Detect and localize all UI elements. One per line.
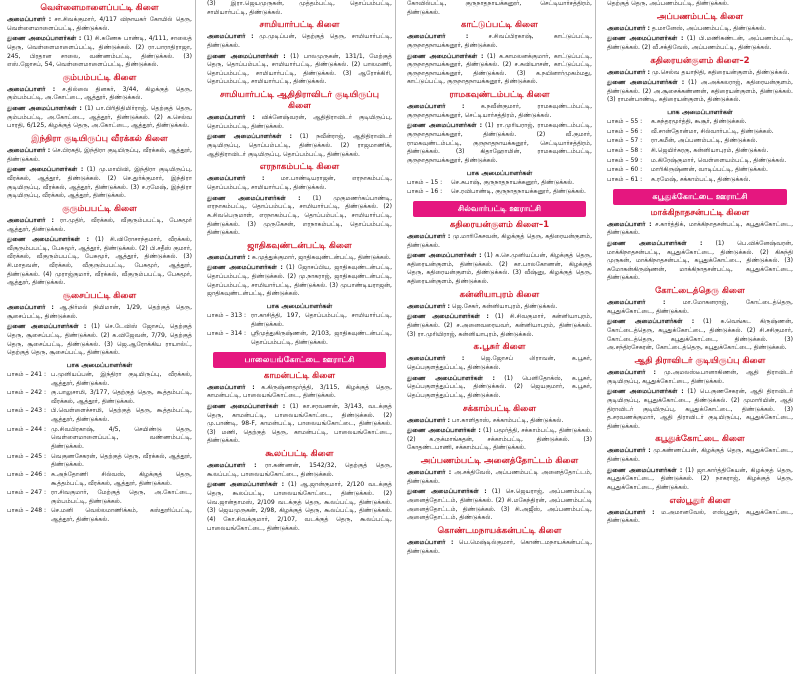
secretary-text: மு.அமலஸ்டீபானாகிணன், ஆதி திராவிடர் குடியிருப்பு, கபூதுக்கோட்டை, திண்டுக்கல். [607, 368, 794, 385]
secretary-text: செ.பிரகதி, இந்திரா குடியிருப்பு, வீரக்கல், ஆத்தூர், திண்டுக்கல். [7, 147, 192, 163]
secretary-label: அமைப்பாளர் : [407, 469, 452, 477]
panchayat-banner: பாலையங்கோட்டை ஊராட்சி [213, 352, 386, 368]
branch-title: மாக்கிநாதசன்பட்டி கிளை [650, 207, 750, 218]
booth-heading: பாக அமைப்பாளர்கள் [266, 302, 333, 311]
joint-secretaries-entry [7, 166, 192, 201]
secretary-text: பெ.மெஷ்டில்குமார், கொண்டமநாயக்கன்பட்டி, திண்டுக்கல். [407, 538, 593, 555]
joint-text: (1) அ.அக்கலராஜ், கதிரையன்குளம், திண்டுக்கல். (2) அ.சூசைக்கண்ணன், கதிரையன்குளம், திண்டுக்கல். (3) ராமன்பாண்டி, கதிரையன்குளம், திண்டுக்கல். [607, 79, 793, 104]
booth-person: வீ.சான்தோன்மா, சில்வார்பட்டி, திண்டுக்கல். [651, 127, 774, 135]
booth-person: ஸ்ரீமுத்துகிருஷ்ணன், 2/103, ஜாதிகவுண்டன்பட்டி, தொப்பம்பட்டி, திண்டுக்கல். [251, 330, 392, 346]
joint-label: துணை அமைப்பாளர்கள் : [607, 35, 684, 43]
booth-number: பாகம் – 61 : [607, 175, 643, 183]
booth-list [607, 118, 793, 184]
joint-label: துணை அமைப்பாளர்கள் : [7, 236, 89, 244]
booth-row [7, 426, 192, 452]
joint-secretaries-entry [7, 236, 192, 288]
booth-number: பாகம் – 241 : [7, 370, 47, 378]
booth-person: ம.கிரேஷ்குமார், வெள்ளையம்பட்டி, திண்டுக்கல். [651, 156, 787, 164]
secretary-entry [207, 33, 392, 50]
secretary-label: அமைப்பாளர் : [407, 416, 450, 424]
joint-label: துணை அமைப்பாளர்கள் : [607, 79, 685, 87]
branch-title: காட்டுப்பட்டி கிளை [461, 20, 538, 31]
secretary-text: அ.சக்திவேல், அப்பணம்பட்டி அனைத்தோட்டம், திண்டுக்கல். [407, 469, 592, 485]
secretary-text: த.மானேஸ், அப்பணம்பட்டி, திண்டுக்கல். [651, 24, 767, 32]
joint-text: (1) க.காமலனக்குமார், காட்டுப்பட்டி, குருநாதநாயக்கனூர், திண்டுக்கல். (2) ச.சுவியாசன், காட்டுப்பட்டி, குருநாதநாயக்கனூர், திண்டுக்கல். (3) க.நயினார்முகம்மது, காட்டுப்பட்டி, குருநாதநாயக்கனூர், திண்டுக்கல். [407, 52, 592, 86]
booth-row [607, 176, 793, 185]
booth-person: ரா.காசித்தி, 197, தொப்பம்பட்டி, சாமியார்பட்டி, திண்டுக்கல். [251, 312, 392, 328]
joint-label: துணை அமைப்பாளர்கள் : [7, 323, 87, 331]
secretary-entry [207, 384, 392, 401]
secretary-entry [7, 304, 192, 321]
continued-text: (3) இரா.ஜெயமுருகன், முத்தம்பட்டி, தொப்பம்பட்டி, சாமியார்பட்டி, திண்டுக்கல். [207, 0, 392, 16]
continued-text: தெற்குத் தெரு, அப்பணம்பட்டி, திண்டுக்கல். [607, 0, 729, 7]
joint-label: துணை அமைப்பாளர்கள் : [7, 105, 82, 113]
secretary-text: ரா.கண்ணன், 1542/32, தெற்குத் தெரு, கூலப்பட்டி, பாலையங்கோட்டை, திண்டுக்கல். [207, 462, 393, 478]
joint-secretaries-entry [607, 467, 793, 493]
joint-text: (1) பாலமுருகன், 131/1, மேற்குத் தெரு, தொப்பம்பட்டி, சாமியார்பட்டி, திண்டுக்கல். (2) பாலமணி, தொப்பம்பட்டி, சாமியார்பட்டி, திண்டுக்கல். (3) ஆரோக்கிரி, தொப்பம்பட்டி, சாமியார்பட்டி, திண்டுக்கல். [207, 52, 392, 86]
booth-number: பாகம் – 248 : [7, 507, 47, 515]
joint-secretaries-entry [407, 313, 592, 339]
secretary-label: அமைப்பாளர் : [407, 538, 454, 546]
booth-number: பாகம் – 57 : [607, 137, 643, 145]
booth-number: பாகம் – 56 : [607, 127, 643, 135]
booth-person: மு.சிவபிரகாஷ், 4/5, செயிண்டு தெரு, வெள்ளைமாளைப்பட்டி, வண்ணம்பட்டி, திண்டுக்கல். [51, 425, 192, 450]
secretary-text: பா.காளிதாஸ், சக்காம்பட்டி, திண்டுக்கல். [451, 416, 564, 424]
secretary-label: அமைப்பாளர் : [607, 68, 650, 76]
secretary-label: அமைப்பாளர் : [407, 103, 465, 111]
joint-secretaries-entry [407, 252, 592, 287]
booth-list [207, 312, 392, 348]
secretary-label: அமைப்பாளர் : [207, 462, 257, 470]
secretary-label: அமைப்பாளர் : [207, 383, 255, 391]
secretary-text: மு.முடிப்பன், தெற்குத் தெரு, சாமியார்பட்டி, திண்டுக்கல். [207, 33, 393, 49]
joint-text: (1) ஆ.ஜான்குமார், 2/120 வடக்குத் தெரு, கூலப்பட்டி, பாலையங்கோட்டை, திண்டுக்கல். (2) வெ.ஜான்தாமஸ், 2/109 வடக்குத் தெரு, கூலப்பட்டி, திண்டுக்கல். (3) ஜெயமுருகன், 2/98, கிழக்குத் தெரு, கூலப்பட்டி, திண்டுக்கல். (4) கோ.சிவக்குமார், 2/107, வடக்குத் தெரு, கூலப்பட்டி, பாலையங்கோட்டை, திண்டுக்கல். [207, 481, 393, 532]
booth-person: ரா.சிவகுமார், மேற்குத் தெரு, அ.கோட்டை, கும்பம்பட்டி, திண்டுக்கல். [51, 489, 192, 505]
joint-label: துணை அமைப்பாளர்கள் : [407, 374, 495, 382]
booth-row [207, 330, 392, 347]
secretary-label: அமைப்பாளர் : [607, 368, 656, 376]
booth-person: வெகுணசேகரன், தெற்குத் தெரு, வீரக்கல், ஆத்தூர், திண்டுக்கல். [51, 452, 192, 469]
joint-secretaries-entry [607, 318, 793, 353]
joint-secretaries-entry [607, 79, 793, 105]
secretary-entry [607, 369, 793, 386]
secretary-entry [7, 16, 192, 33]
booth-row [7, 389, 192, 406]
column-2 [204, 0, 396, 674]
secretary-text: மு.மாரிகேசவன், கிழக்குத் தெரு, கதிரையன்குளம், திண்டுக்கல். [407, 232, 593, 249]
booth-heading: பாக அமைப்பாளர்கள் [466, 168, 533, 177]
secretary-label: அமைப்பாளர் : [7, 147, 51, 155]
joint-label: துணை அமைப்பாளர்கள் : [607, 318, 695, 326]
secretary-entry [407, 233, 592, 250]
secretary-text: விக்னேஷ்வரன், ஆதிதிராவிடர் குடியிருப்பு, தொப்பம்பட்டி, திண்டுக்கல். [207, 114, 393, 130]
joint-text: (1) கா.சரவணன், 3/143, வடக்குத் தெரு, காமன்பட்டி, பாலையங்கோட்டை, திண்டுக்கல். (2) மு.பாண்டி, 98-F, காமன்பட்டி, பாலையங்கோட்டை, திண்டுக்கல். (3) மணி, தெற்குத் தெரு, காமன்பட்டி, பாலையங்கோட்டை, திண்டுக்கல். [207, 402, 393, 445]
secretary-text: ச.தில்லை தினகர், 3/44, கிழக்குத் தெரு, கும்பம்பட்டி, அ.கோட்டை, ஆத்தூர், திண்டுக்கல். [7, 85, 193, 102]
branch-title: கதிரையன்குளம் கிளை–2 [650, 55, 750, 66]
secretary-entry [607, 299, 793, 316]
branch-title: ஆதி திராவிடர் குடியிருப்பு கிளை [634, 355, 766, 366]
joint-text: (1) சி.கணேசு பாண்டி, 4/111, சாலைத் தெரு, வெள்ளைமாளைப்பட்டி, திண்டுக்கல். (2) ரா.பாராதிராஜா, 245, பிரதான சாலை, வண்ணம்பட்டி, திண்டுக்கல். (3) எஸ்.ஜோசப், 54, வெள்ளைமாளைப்பட்டி, திண்டுக்கல். [7, 35, 193, 69]
booth-person: பி.வெள்ளைச்சாமி, தெற்குத் தெரு, கூத்தம்பட்டி, ஆத்தூர், திண்டுக்கல். [51, 407, 192, 424]
booth-row [607, 128, 793, 137]
booth-number: பாகம் – 55 : [607, 118, 643, 126]
booth-list [7, 371, 192, 525]
secretary-label: அமைப்பாளர் : [607, 220, 652, 228]
joint-secretaries-entry [207, 403, 392, 446]
secretary-text: ம.அமானவேல், எஸ்பூதுர், கபூதுக்கோட்டை, திண்டுக்கல். [607, 508, 794, 525]
panchayat-banner: கபூதுக்கோட்டை ஊராட்சி [613, 189, 787, 205]
secretary-label: அமைப்பாளர் : [607, 447, 651, 455]
joint-secretaries-entry [7, 323, 192, 358]
booth-heading: பாக அமைப்பாளர்கள் [66, 360, 133, 369]
secretary-text: க.கிருஷ்ணமூர்த்தி, 3/115, கிழக்குத் தெரு, காமன்பட்டி, பாலையங்கோட்டை, திண்டுக்கல். [207, 383, 393, 400]
joint-label: துணை அமைப்பாளர்கள் : [407, 52, 484, 60]
joint-text: (1) ஜோசப்பிய, ஜாதிகவுண்டன்பட்டி, தொப்பம்பட்டி, திண்டுக்கல். (2) மு.நாகராஜ், ஜாதிகவுண்டன்பட்டி, தொப்பம்பட்டி, சாமியார்பட்டி, திண்டுக்கல். (3) முபாண்டியராஜன், ஜாதிகவுண்டன்பட்டி, திண்டுக்கல். [207, 264, 393, 298]
booth-number: பாகம் – 58 : [607, 147, 643, 155]
branch-title: கபூதுக்கோட்டை கிளை [655, 434, 745, 445]
secretary-label: அமைப்பாளர் : [407, 33, 469, 41]
secretary-text: ச.சிவப்பிரகாஷ், காட்டுப்பட்டி, குருநாதநாயக்கனூர், திண்டுக்கல். [407, 33, 593, 49]
booth-row [407, 188, 592, 197]
secretary-entry [607, 509, 793, 526]
secretary-entry [207, 114, 392, 131]
booth-row [7, 471, 192, 488]
joint-secretaries-entry [207, 481, 392, 533]
booth-number: பாகம் – 242 : [7, 389, 47, 397]
secretary-text: சு.முத்துக்குமார், ஜாதிகவுண்டன்பட்டி, திண்டுக்கல். [251, 253, 391, 261]
column-4 [604, 0, 796, 674]
branch-title: சாமியார்பட்டி ஆதிதிராவிடர் குடியிருப்பு கிளை [219, 90, 380, 112]
secretary-entry [407, 469, 592, 486]
booth-person: சு.அந்தோணி சில்வஸ், கிழக்குத் தெரு, கூத்தம்பட்டி, வீரக்கல், ஆத்தூர், திண்டுக்கல். [51, 470, 192, 487]
secretary-entry [207, 254, 392, 263]
secretary-text: மா.பாண்டியராஜன், எரநாகம்பட்டி, தொப்பம்பட்டி, சாமியார்பட்டி, திண்டுக்கல். [207, 175, 393, 191]
booth-row [7, 507, 192, 524]
booth-number: பாகம் – 243 : [7, 407, 47, 415]
booth-person: சு.ரமேஷ், சக்காம்பட்டி, திண்டுக்கல். [651, 175, 751, 183]
joint-label: துணை அமைப்பாளர்கள் : [207, 194, 301, 202]
joint-label: துணை அமைப்பாளர்கள் : [7, 166, 84, 174]
joint-label: துணை அமைப்பாளர்கள் : [407, 252, 482, 260]
booth-number: பாகம் – 244 : [7, 425, 47, 433]
branch-title: கூலப்பட்டி கிளை [265, 449, 334, 460]
booth-row [607, 166, 793, 175]
secretary-entry [7, 147, 192, 164]
joint-text: (1) பெ.குணசேகரன், ஆதி திராவிடர் குடியிருப்பு, கபூதுக்கோட்டை, திண்டுக்கல். (2) முமாரியின், ஆதி திராவிடர் குடியிருப்பு, கபூதுக்கோட்டை, திண்டுக்கல். (3) த.சரவணக்குமார், ஆதி திராவிடர் குடியிருப்பு, கபூதுக்கோட்டை, திண்டுக்கல். [607, 388, 794, 430]
joint-label: துணை அமைப்பாளர்கள் : [207, 402, 286, 410]
column-1 [4, 0, 196, 674]
joint-secretaries-entry [207, 195, 392, 238]
joint-text: (1) மு.மாயிவி, இந்திரா குடியிருப்பு, வீரக்கல், ஆத்தூர், திண்டுக்கல். (2) செ.துர்க்குமார், இந்திரா குடியிருப்பு, வீரக்கல், ஆத்தூர், திண்டுக்கல். (3) ச.ரமேஷ், இந்திரா குடியிருப்பு, வீரக்கல், ஆத்தூர், திண்டுக்கல். [7, 166, 193, 200]
secretary-label: அமைப்பாளர் : [407, 355, 465, 363]
booth-number: பாகம் – 16 : [407, 188, 443, 196]
secretary-entry [407, 33, 592, 50]
joint-secretaries-entry [7, 105, 192, 131]
branch-title: கதிரையன்குளம் கிளை–1 [449, 219, 550, 230]
booth-row [207, 312, 392, 329]
joint-text: (1) ரா.முரியராஜ், ராமகவுண்டம்பட்டி, குருநாதநாயக்கனூர், திண்டுக்கல். (2) வீ.குமார், ராமகவுண்டம்பட்டி, குருநாதநாயக்கனூர், செட்டியார்சத்திரம், திண்டுக்கல். (3) கிதாஹோமின், ராமகவுண்டம்பட்டி, குருநாதநாயக்கனூர், திண்டுக்கல். [407, 122, 593, 164]
booth-number: பாகம் – 313 : [207, 312, 247, 320]
joint-text: (1) பெனிதோக்ஸ், க.பூசுர், தெப்பகுளத்துப்பட்டி, திண்டுக்கல். (2) ஜெயகுமார், க.பூசுர், தெப்பகுளத்துப்பட்டி, திண்டுக்கல். [407, 374, 592, 399]
booth-number: பாகம் – 59 : [607, 156, 643, 164]
booth-person: செ.ரவிபாண்டி, குருநாதநாயக்கனூர், திண்டுக்கல். [451, 188, 586, 196]
joint-label: துணை அமைப்பாளர்கள் : [207, 481, 285, 489]
branch-title: ராமகவுண்டம்பட்டி கிளை [449, 90, 550, 101]
joint-secretaries-entry [207, 264, 392, 299]
branch-title: வெள்ளைமாளைப்பட்டி கிளை [40, 3, 159, 13]
booth-number: பாகம் – 247 : [7, 489, 47, 497]
joint-label: துணை அமைப்பாளர்கள் : [607, 466, 683, 474]
booth-row [607, 137, 793, 146]
secretary-label: அமைப்பாளர் : [7, 85, 56, 93]
booth-number: பாகம் – 314 : [207, 330, 247, 338]
joint-label: துணை அமைப்பாளர்கள் : [407, 488, 487, 496]
booth-row [7, 453, 192, 470]
joint-secretaries-entry [607, 35, 793, 52]
secretary-label: அமைப்பாளர் : [7, 16, 52, 23]
secretary-text: ச.கார்த்திக், மாக்கிநாதசன்பட்டி, கபூதுக்கோட்டை, திண்டுக்கல். [607, 220, 794, 237]
joint-secretaries-entry [607, 388, 793, 431]
joint-secretaries-entry [407, 53, 592, 88]
booth-row [7, 371, 192, 388]
secretary-text: க.நவீன்குமார், ராமகவுண்டம்பட்டி, குருநாதநாயக்கனூர், செட்டியார்சத்திரம், திண்டுக்கல். [407, 103, 593, 119]
secretary-entry [407, 303, 592, 312]
booth-row [607, 118, 793, 127]
secretary-entry [607, 447, 793, 464]
joint-text: (1) சி.சிவகுமார், கன்னியாபுரம், திண்டுக்கல். (2) ச.அனைவரையவர், கன்னியாபுரம், திண்டுக்கல். (3) ரா.முரியிராஜ், கன்னியாபுரம், திண்டுக்கல். [407, 313, 593, 338]
joint-text: (1) பி.மணிகண்டன், அப்பணம்பட்டி, திண்டுக்கல். (2) வீ.சக்திவேல், அப்பணம்பட்டி, திண்டுக்கல். [607, 35, 793, 51]
booth-person: ப.முனியப்பன், இந்திரா குடியிருப்பு, வீரக்கல், ஆத்தூர், திண்டுக்கல். [51, 370, 192, 387]
secretary-label: அமைப்பாளர் : [207, 114, 255, 122]
booth-person: சி.ஜெயிர்சுரகு, கன்னியாபுரம், திண்டுக்கல். [651, 147, 769, 155]
joint-label: துணை அமைப்பாளர்கள் : [207, 133, 292, 141]
booth-row [7, 407, 192, 424]
joint-text: (1) முகுமணர்கப்பாண்டி, எரநாகம்பட்டி, தொப்பம்பட்டி, சாமியார்பட்டி, திண்டுக்கல். (2) சு.சிவபெருமாள், எரநாகம்பட்டி, தொப்பம்பட்டி, சாமியார்பட்டி, திண்டுக்கல். (3) முருகேசன், எரநாகம்பட்டி, தொப்பம்பட்டி, திண்டுக்கல். [207, 194, 393, 237]
booth-row [407, 179, 592, 188]
joint-secretaries-entry [407, 488, 592, 523]
secretary-entry [207, 175, 392, 192]
branch-title: ஜாதிகவுண்டன்பட்டி கிளை [247, 240, 352, 251]
joint-text: (1) க.வெங்கட கிருஷ்ணன், கோட்டைத்தெரு, கபூதுக்கோட்டை, திண்டுக்கல். (2) சி.சசிகுமார், கோட்டைத்தெரு, கபூதுக்கோட்டை, திண்டுக்கல். (3) அ.சந்திரசேகரன், கோட்டைத்தெரு, கபூதுக்கோட்டை, திண்டுக்கல். [607, 318, 794, 352]
secretary-label: அமைப்பாளர் : [7, 216, 54, 224]
branch-title: கொண்டமநாயக்கன்பட்டி கிளை [437, 525, 562, 536]
booth-person: க.சுந்தரமூர்த்தி, கூசூர், திண்டுக்கல். [651, 118, 747, 126]
secretary-label: அமைப்பாளர் : [207, 33, 254, 41]
joint-text: (1) செ.டேவிஸ் ஜோசப், தெற்குத் தெரு, சூசைப்பட்டி, திண்டுக்கல். (2) க.விஜேவன், 7/79, தெற்குத் தெரு, சூசைப்பட்டி, திண்டுக்கல். (3) ஜெ.ஆரோக்கிய ராயால்ட், தெற்குத் தெரு, சூசைப்பட்டி, திண்டுக்கல். [7, 323, 192, 357]
booth-heading: பாக அமைப்பாளர்கள் [667, 108, 733, 117]
joint-label: துணை அமைப்பாளர்கள் : [607, 239, 703, 247]
secretary-text: ஜெ.ஜோசப் லிராவன், க.பூசுர், தெப்பகுளத்துப்பட்டி, திண்டுக்கல். [407, 355, 592, 371]
joint-text: (1) க.செ.முனியப்பன், கிழக்குத் தெரு, கதிரையன்குளம், திண்டுக்கல். (2) கா.பாலகோணன், கிழக்குத் தெரு, கதிரையன்குளம், திண்டுக்கல். (3) வீஷ்னு, கிழக்குத் தெரு, கதிரையன்குளம், திண்டுக்கல். [407, 252, 593, 286]
panchayat-banner: சில்வார்பட்டி ஊராட்சி [413, 201, 586, 217]
joint-text: (1) நவீன்ராஜ், ஆதிதிராவிடர் குடியிருப்பு, தொப்பம்பட்டி, திண்டுக்கல். (2) ராஜமாணிக், ஆதிதிராவிடர் குடியிருப்பு, தொப்பம்பட்டி, திண்டுக்கல். [207, 133, 392, 158]
joint-label: துணை அமைப்பாளர்கள் : [407, 427, 481, 435]
joint-secretaries-entry [407, 375, 592, 401]
booth-number: பாகம் – 246 : [7, 470, 47, 478]
joint-text: (1) செ.ஜெயராஜ், அப்பணம்பட்டி அனைத்தோட்டம், திண்டுக்கல். (2) சி.மகேந்திரன், அப்பணம்பட்டி அனைத்தோட்டம், திண்டுக்கல். (3) சி.அஜீஸ், அப்பணம்பட்டி, அனைத்தோட்டம், திண்டுக்கல். [407, 488, 592, 522]
joint-text: (1) ஜா.கார்த்திகேயன், கிழக்குத் தெரு, கபூதுக்கோட்டை, திண்டுக்கல். (2) நாகராஜ், கிழக்குத் தெரு, கபூதுக்கோட்டை, திண்டுக்கல். [607, 466, 793, 491]
booth-row [607, 157, 793, 166]
secretary-entry [7, 217, 192, 234]
booth-number: பாகம் – 15 : [407, 178, 443, 186]
secretary-label: அமைப்பாளர் : [207, 253, 250, 261]
booth-person: ரா.கமீன், அப்பணம்பட்டி, திண்டுக்கல். [651, 137, 758, 145]
booth-row [7, 489, 192, 506]
branch-title: சூசைப்பட்டி கிளை [62, 291, 137, 302]
branch-title: க.பூசுர் கிளை [473, 342, 526, 353]
joint-text: (1) பா.பிரிதிதிமிர்ராஜ், தெற்குத் தெரு, கும்பம்பட்டி, அ.கோட்டை, ஆத்தூர், திண்டுக்கல். (2) க.செல்வ பாரதி, 6/125, கிழக்குத் தெரு, அ.கோட்டை, ஆத்தூர், திண்டுக்கல். [7, 105, 193, 130]
secretary-label: அமைப்பாளர் : [607, 299, 666, 307]
secretary-text: மு.செல்வ தயாநிதி, கதிரையன்குளம், திண்டுக்கல். [651, 68, 790, 76]
booth-person: கு.பாலுசாமி, 3/177, தெற்குத் தெரு, கூத்தம்பட்டி, வீரக்கல், ஆத்தூர், திண்டுக்கல். [51, 389, 192, 405]
joint-label: துணை அமைப்பாளர்கள் : [207, 264, 283, 272]
joint-label: துணை அமைப்பாளர்கள் : [607, 388, 684, 396]
secretary-text: சா.சிவக்குமார், 4/117 விநாயகர் கோயில் தெரு, வெள்ளைமாளைப்பட்டி, திண்டுக்கல். [7, 16, 192, 32]
secretary-entry [407, 103, 592, 120]
secretary-entry [207, 462, 392, 479]
booth-list [407, 179, 592, 197]
secretary-label: அமைப்பாளர் : [407, 302, 450, 310]
joint-label: துணை அமைப்பாளர்கள் : [7, 35, 82, 43]
secretary-entry [7, 86, 192, 103]
branch-title: கும்பம்பட்டி கிளை [62, 72, 137, 83]
branch-title: எரநாகம்பட்டி கிளை [259, 162, 340, 173]
column-3 [404, 0, 596, 674]
branch-title: கன்னியாபுரம் கிளை [459, 289, 540, 300]
branch-title: எஸ்பூதுர் கிளை [669, 495, 731, 506]
joint-secretaries-entry [207, 133, 392, 159]
secretary-text: ஜெ.சேகர், கன்னியாபுரம், திண்டுக்கல். [451, 302, 558, 310]
secretary-label: அமைப்பாளர் : [207, 175, 265, 183]
continued-text: கோவில்பட்டி, குருநாதநாயக்கனூர், செட்டியார்சத்திரம், திண்டுக்கல். [407, 0, 592, 16]
secretary-label: அமைப்பாளர் : [607, 24, 650, 32]
secretary-entry [407, 417, 592, 426]
branch-title: சாமியார்பட்டி கிளை [259, 20, 340, 31]
joint-secretaries-entry [607, 240, 793, 283]
secretary-entry [607, 69, 793, 78]
joint-text: (1) சி.விரோசாந்தமார், வீரக்கல், வீகுரும்பபட்டி, பேசுமூர், ஆத்தூர், திண்டுக்கல். (2) பி.சதீஸ் குமார், வீரக்கல், வீகுரும்பபட்டி, பேசுமூர், ஆத்தூர், திண்டுக்கல். (3) சி.மாதவன், வீரக்கல், வீகுரும்பபட்டி, பேசுமூர், ஆத்தூர், திண்டுக்கல். (4) முராஜ்குமார், வீரக்கல், வீகுரும்பபட்டி, பேசுமூர், ஆத்தூர், திண்டுக்கல். [7, 236, 192, 287]
booth-row [607, 147, 793, 156]
secretary-text: மு.கண்ணப்பன், கிழக்குத் தெரு, கபூதுக்கோட்டை, திண்டுக்கல். [607, 447, 794, 464]
joint-label: துணை அமைப்பாளர்கள் : [207, 52, 286, 60]
branch-title: சக்காம்பட்டி கிளை [462, 403, 537, 414]
joint-label: துணை அமைப்பாளர்கள் : [407, 313, 489, 321]
branch-title: அப்பணம்பட்டி கிளை [656, 11, 744, 22]
secretary-text: ஆ.நிர்மல் நியிமான், 1/29, தெற்குத் தெரு, சூசைப்பட்டி, திண்டுக்கல். [7, 304, 193, 320]
joint-label: துணை அமைப்பாளர்கள் : [407, 122, 483, 130]
secretary-text: ரா.முதிர், வீரக்கல், வீகுரும்பபட்டி, பேசுமூர் ஆத்தூர், திண்டுக்கல். [7, 216, 192, 233]
booth-person: செ.மனி வெல்லமாணிக்கம், கஸ்தூரிப்பட்டி, ஆத்தூர், திண்டுக்கல். [51, 507, 192, 524]
secretary-label: அமைப்பாளர் : [607, 508, 655, 516]
branch-title: குரும்பபட்டி கிளை [62, 203, 137, 214]
branch-title: அப்பணம்பட்டி அனைத்தோட்டம் கிளை [420, 456, 579, 467]
branch-title: கோட்டைத்தெரு கிளை [655, 286, 745, 297]
secretary-entry [607, 221, 793, 238]
joint-text: (1) பெ.விக்னேஷ்வரன், மாக்கிநாதசன்பட்டி, கபூதுக்கோட்டை, திண்டுக்கல். (2) கிசுந்தி முருகன், மாக்கிநாதசன்பட்டி, கபூதுக்கோட்டை, திண்டுக்கல். (3) சுமோகன்கிருஷ்ணன், மாக்கிநாதசன்பட்டி, கபூதுக்கோட்டை, திண்டுக்கல். [607, 239, 794, 282]
booth-number: பாகம் – 245 : [7, 452, 47, 460]
secretary-entry [407, 539, 592, 556]
booth-person: செ.சுபாஷ், குருநாதநாயக்கனூர், திண்டுக்கல். [451, 178, 575, 186]
secretary-entry [607, 25, 793, 34]
joint-secretaries-entry [207, 53, 392, 88]
booth-number: பாகம் – 60 : [607, 166, 643, 174]
secretary-label: அமைப்பாளர் : [407, 232, 451, 240]
booth-person: மாரிகிருஷ்ணன், வாடிப்பட்டி, திண்டுக்கல். [651, 166, 768, 174]
joint-secretaries-entry [407, 122, 592, 165]
secretary-text: மா.மோகனராஜ், கோட்டைத்தெரு, கபூதுக்கோட்டை, திண்டுக்கல். [607, 299, 793, 315]
secretary-label: அமைப்பாளர் : [7, 304, 54, 312]
joint-text: (1) பமூர்த்தி, சக்காம்பட்டி, திண்டுக்கல். (2) க.ருக்மாங்கதன், சக்காம்பட்டி, திண்டுக்கல். (3) கோதண்டபாணி, சக்காம்பட்டி, திண்டுக்கல். [407, 427, 593, 452]
joint-secretaries-entry [407, 427, 592, 453]
branch-title: காமன்பட்டி கிளை [263, 370, 336, 381]
joint-secretaries-entry [7, 35, 192, 70]
branch-title: இந்திரா குடியிருப்பு வீரக்கல் கிளை [31, 134, 168, 145]
secretary-entry [407, 355, 592, 372]
